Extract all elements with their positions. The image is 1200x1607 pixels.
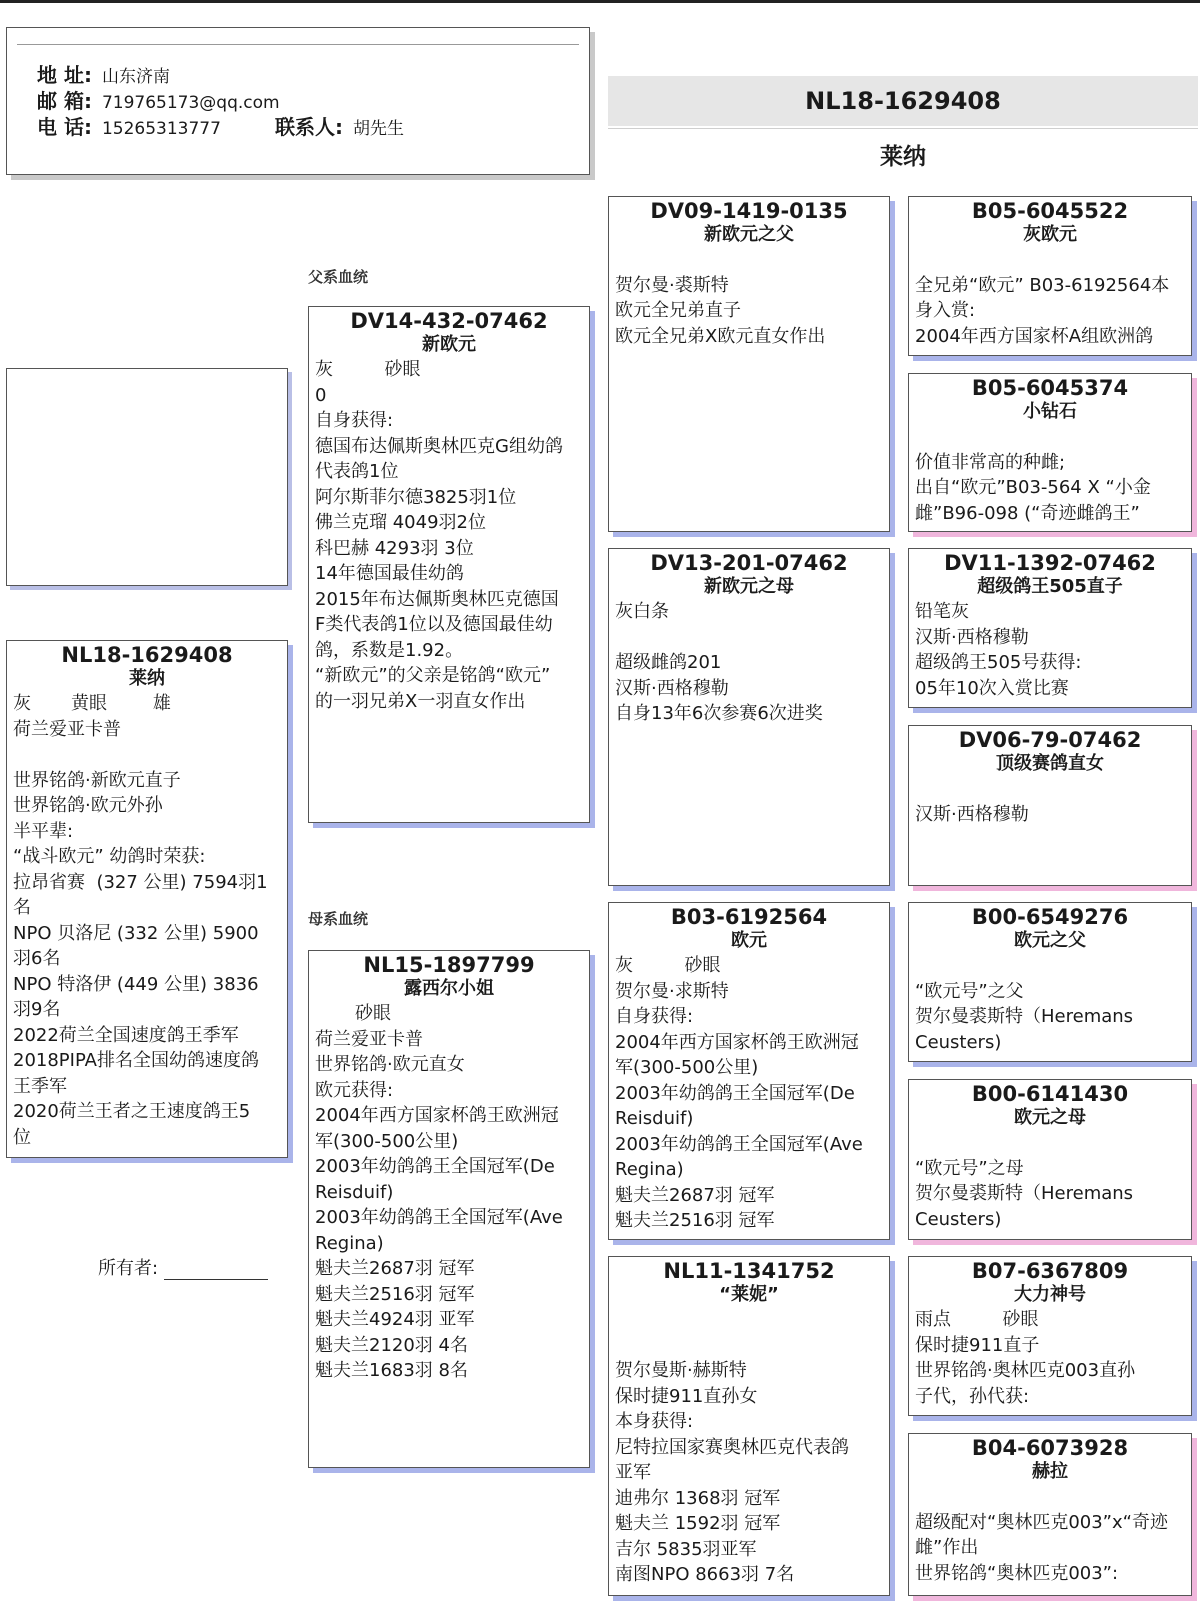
pedigree-line: 代表鸽1位 (315, 461, 399, 482)
pedigree-line: 魁夫兰2120羽 4名 (315, 1334, 468, 1356)
pedigree-line: 阿尔斯菲尔德3825羽1位 (315, 486, 517, 508)
pedigree-line: 世界铭鸽·欧元直女 (315, 1054, 465, 1075)
pedigree-line: 魁夫兰4924羽 亚军 (315, 1309, 475, 1330)
title-divider (608, 128, 1198, 129)
pedigree-line: 半平辈: (13, 820, 74, 842)
pedigree-line (615, 625, 883, 651)
phone-row (37, 111, 404, 140)
pedigree-line: 子代，孙代获: (915, 1385, 1030, 1407)
pedigree-line: 科巴赫 4293羽 3位 (315, 537, 474, 559)
pedigree-line: 魁夫兰2687羽 冠军 (315, 1258, 475, 1279)
top-border (0, 0, 1200, 3)
card-dam-dam-sire (908, 1256, 1192, 1416)
pedigree-line: 魁夫兰2516羽 冠军 (615, 1210, 775, 1231)
ring-number: NL11-1341752 (663, 1259, 835, 1283)
pedigree-line: 魁夫兰2687羽 冠军 (615, 1184, 775, 1206)
pedigree-line (915, 776, 1185, 802)
pedigree-line (615, 1333, 883, 1359)
pedigree-line: 价值非常高的种雌; (915, 451, 1066, 473)
pigeon-name: 小钻石 (1023, 401, 1077, 422)
card-sire-sire (608, 196, 890, 532)
ring-number: B00-6141430 (971, 1082, 1129, 1106)
email-value[interactable]: 719765173@qq.com (101, 93, 280, 113)
sire-line-label: 父系血统 (308, 268, 369, 286)
pigeon-name: 欧元之父 (1014, 930, 1086, 951)
contact-divider (17, 44, 579, 45)
pedigree-line: 出自“欧元”B03-564 X “小金 (915, 477, 1151, 498)
pedigree-line: 贺尔曼·求斯特 (615, 980, 729, 1002)
card-dam-dam (608, 1256, 890, 1596)
pedigree-line: Reisduif) (315, 1181, 394, 1203)
pedigree-line: 2018PIPA排名全国幼鸽速度鸽 (13, 1050, 259, 1071)
card-dam-sire (608, 902, 890, 1240)
pedigree-line: 铅笔灰 (915, 601, 969, 622)
pedigree-line: 欧元全兄弟X欧元直女作出 (615, 325, 826, 347)
pedigree-line: 迪弗尔 1368羽 冠军 (615, 1487, 781, 1509)
pedigree-line: 魁夫兰1683羽 8名 (315, 1360, 468, 1381)
pedigree-line: 2004年西方国家杯鸽王欧洲冠 (315, 1105, 559, 1126)
pedigree-line: 灰白条 (615, 601, 669, 622)
card-dam-sire-sire (908, 902, 1192, 1062)
pedigree-line: 雌”B96-098 (“奇迹雌鸽王” (915, 502, 1140, 524)
card-sire (308, 306, 590, 823)
pedigree-line: 汉斯·西格穆勒 (915, 626, 1029, 648)
pedigree-line: 魁夫兰2516羽 冠军 (315, 1283, 475, 1305)
contact-person-value: 胡先生 (352, 119, 404, 139)
owner-field (98, 1254, 268, 1280)
pedigree-line: 自身13年6次参赛6次进奖 (615, 703, 823, 724)
pedigree-line: NPO 贝洛尼 (332 公里) 5900 (13, 922, 259, 944)
pedigree-line: 南图NPO 8663羽 7名 (615, 1564, 795, 1585)
pigeon-name: “莱妮” (719, 1284, 779, 1305)
pedigree-line: 超级雌鸽201 (615, 652, 722, 673)
pedigree-line: 贺尔曼裘斯特（Heremans (915, 1006, 1134, 1027)
pedigree-line: 自身获得: (615, 1006, 694, 1027)
pedigree-line: 本身获得: (615, 1411, 694, 1432)
pedigree-line: Reisduif) (615, 1108, 694, 1129)
pedigree-line: 亚军 (615, 1462, 651, 1483)
card-subject (6, 640, 288, 1158)
pedigree-line: 羽9名 (13, 999, 61, 1020)
contact-box (6, 27, 590, 175)
ring-number: DV09-1419-0135 (650, 199, 848, 223)
pigeon-name: 新欧元之父 (704, 224, 794, 245)
pedigree-line: “欧元号”之父 (915, 980, 1024, 1002)
pigeon-name: 欧元之母 (1014, 1107, 1086, 1128)
card-dam-sire-dam (908, 1079, 1192, 1240)
pedigree-line: 0 (315, 384, 327, 406)
pigeon-name: 新欧元 (422, 334, 476, 355)
pedigree-line: 2022荷兰全国速度鸽王季军 (13, 1024, 239, 1046)
pedigree-line: 军(300-500公里) (615, 1057, 759, 1078)
pedigree-line: 保时捷911直子 (915, 1334, 1040, 1356)
pedigree-line: 超级鸽王505号获得: (915, 652, 1082, 673)
pedigree-line: 汉斯·西格穆勒 (615, 677, 729, 699)
pedigree-line: 2003年幼鸽鸽王全国冠军(De (615, 1082, 855, 1104)
pedigree-line: 2003年幼鸽鸽王全国冠军(Ave (315, 1207, 563, 1228)
owner-label: 所有者: (98, 1258, 159, 1279)
phone-value[interactable]: 15265313777 (101, 119, 221, 139)
pedigree-line: 尼特拉国家赛奥林匹克代表鸽 (615, 1436, 849, 1458)
pedigree-line: 羽6名 (13, 948, 61, 969)
ring-number: DV11-1392-07462 (944, 551, 1156, 575)
dam-line-label: 母系血统 (308, 910, 369, 928)
card-sire-dam-sire (908, 548, 1192, 708)
pedigree-line: 2004年西方国家杯A组欧洲鸽 (915, 325, 1154, 347)
pigeon-name: 露西尔小姐 (404, 978, 494, 999)
pigeon-name: 超级鸽王505直子 (977, 576, 1123, 597)
pedigree-line (915, 953, 1185, 979)
pedigree-line: 身入赏: (915, 300, 976, 321)
pedigree-line: Ceusters) (915, 1208, 1002, 1230)
ring-number: B05-6045522 (971, 199, 1129, 223)
ring-number: B07-6367809 (971, 1259, 1129, 1283)
pedigree-line: 14年德国最佳幼鸽 (315, 563, 464, 584)
ring-number: NL18-1629408 (61, 643, 233, 667)
pedigree-line (915, 1484, 1185, 1510)
pedigree-line: 贺尔曼裘斯特（Heremans (915, 1183, 1134, 1204)
pedigree-title-name: 莱纳 (880, 144, 926, 170)
pigeon-name: 莱纳 (129, 668, 165, 689)
card-sire-sire-dam (908, 373, 1192, 532)
pedigree-line: 保时捷911直孙女 (615, 1385, 758, 1407)
pedigree-line: 2003年幼鸽鸽王全国冠军(Ave (615, 1133, 863, 1155)
address-value: 山东济南 (101, 67, 170, 87)
pedigree-line: 2003年幼鸽鸽王全国冠军(De (315, 1156, 555, 1177)
pedigree-line: 的一羽兄弟X一羽直女作出 (315, 690, 526, 712)
pedigree-line: 王季军 (13, 1075, 67, 1097)
pedigree-line: 贺尔曼斯·赫斯特 (615, 1360, 747, 1381)
pigeon-name: 大力神号 (1014, 1284, 1086, 1305)
pigeon-name: 欧元 (731, 930, 767, 951)
pigeon-name: 新欧元之母 (704, 576, 794, 597)
photo-placeholder (6, 368, 288, 586)
pedigree-line (615, 247, 883, 273)
pedigree-line (13, 742, 281, 768)
card-sire-dam (608, 548, 890, 886)
pedigree-line: F类代表鸽1位以及德国最佳幼 (315, 614, 553, 635)
pedigree-line (915, 247, 1185, 273)
pedigree-line: 世界铭鸽·新欧元直子 (13, 769, 181, 791)
ring-number: B00-6549276 (971, 905, 1129, 929)
pedigree-line: 世界铭鸽·奥林匹克003直孙 (915, 1360, 1136, 1381)
address-label: 地 址: (37, 63, 92, 87)
pedigree-line: 雌”作出 (915, 1537, 979, 1558)
owner-blank[interactable] (164, 1263, 268, 1280)
pedigree-line: 全兄弟“欧元” B03-6192564本 (915, 274, 1170, 296)
pedigree-line: NPO 特洛伊 (449 公里) 3836 (13, 973, 259, 995)
card-sire-sire-sire (908, 196, 1192, 356)
pedigree-line: 05年10次入赏比赛 (915, 677, 1069, 699)
pedigree-line: “欧元号”之母 (915, 1157, 1024, 1179)
pedigree-line: 佛兰克瑠 4049羽2位 (315, 512, 486, 533)
pedigree-line: 2015年布达佩斯奥林匹克德国 (315, 588, 559, 610)
pedigree-line (915, 424, 1185, 450)
pigeon-name: 灰欧元 (1023, 224, 1077, 245)
pedigree-line: 位 (13, 1126, 31, 1148)
pedigree-line: “新欧元”的父亲是铭鸽“欧元” (315, 665, 551, 686)
ring-number: DV06-79-07462 (958, 728, 1142, 752)
pedigree-line: 魁夫兰 1592羽 冠军 (615, 1513, 781, 1534)
pedigree-line: 贺尔曼·裘斯特 (615, 274, 729, 296)
card-dam-dam-dam (908, 1433, 1192, 1596)
ring-number: B04-6073928 (971, 1436, 1129, 1460)
pedigree-line (615, 1307, 883, 1333)
ring-number: NL15-1897799 (363, 953, 535, 977)
pedigree-line: 拉昂省赛 (327 公里) 7594羽1 (13, 871, 268, 893)
pedigree-line: 自身获得: (315, 410, 394, 431)
pedigree-line: 荷兰爱亚卡普 (13, 718, 121, 740)
pedigree-line: Regina) (615, 1159, 684, 1180)
pedigree-line (915, 1130, 1185, 1156)
pedigree-line: 2020荷兰王者之王速度鸽王5 (13, 1101, 251, 1122)
pigeon-name: 顶级赛鸽直女 (996, 753, 1104, 774)
email-label: 邮 箱: (37, 89, 92, 113)
pedigree-line: 灰 砂眼 (615, 955, 721, 976)
ring-number: B03-6192564 (670, 905, 828, 929)
pedigree-line: 军(300-500公里) (315, 1130, 459, 1152)
pedigree-line: 超级配对“奥林匹克003”x“奇迹 (915, 1511, 1168, 1533)
pedigree-line: Ceusters) (915, 1031, 1002, 1053)
pedigree-line: 汉斯·西格穆勒 (915, 803, 1029, 825)
pedigree-line: 荷兰爱亚卡普 (315, 1028, 423, 1050)
email-row (37, 85, 280, 114)
pedigree-line: 世界铭鸽·欧元外孙 (13, 795, 163, 816)
phone-label: 电 话: (37, 115, 92, 139)
pedigree-line: 2004年西方国家杯鸽王欧洲冠 (615, 1031, 859, 1053)
pedigree-line: 德国布达佩斯奥林匹克G组幼鸽 (315, 435, 563, 457)
pedigree-line: 雨点 砂眼 (915, 1309, 1039, 1330)
pedigree-line: 砂眼 (315, 1003, 392, 1024)
pedigree-line: “战斗欧元” 幼鸽时荣获: (13, 846, 206, 867)
pedigree-title-ring: NL18-1629408 (608, 76, 1198, 126)
pedigree-line: 灰 黄眼 雄 (13, 693, 171, 714)
ring-number: DV13-201-07462 (650, 551, 848, 575)
pedigree-line: 吉尔 5835羽亚军 (615, 1538, 757, 1560)
ring-number: DV14-432-07462 (350, 309, 548, 333)
pedigree-line: 欧元获得: (315, 1079, 394, 1101)
pedigree-line: Regina) (315, 1232, 384, 1254)
pedigree-line: 欧元全兄弟直子 (615, 300, 741, 321)
card-dam (308, 950, 590, 1468)
pedigree-line: 鸽，系数是1.92。 (315, 639, 464, 661)
contact-person-label: 联系人: (274, 115, 343, 139)
pedigree-line: 灰 砂眼 (315, 359, 421, 380)
pedigree-line: 名 (13, 897, 31, 918)
pigeon-name: 赫拉 (1032, 1461, 1068, 1482)
card-sire-dam-dam (908, 725, 1192, 886)
ring-number: B05-6045374 (971, 376, 1129, 400)
pedigree-line: 世界铭鸽“奥林匹克003”: (915, 1562, 1119, 1584)
address-row (37, 59, 170, 88)
